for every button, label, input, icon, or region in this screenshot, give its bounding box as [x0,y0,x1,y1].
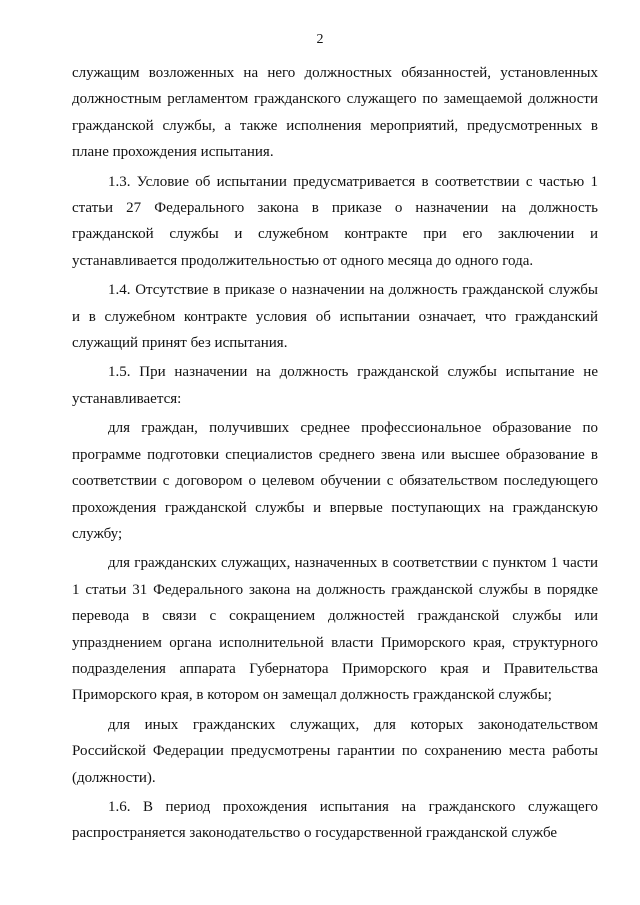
paragraph-1-6: 1.6. В период прохождения испытания на гражданского служащего распространяется законодательство о государственной гражданской службе [72,798,598,842]
paragraph-1-3: 1.3. Условие об испытании предусматривается в соответствии с частью 1 статьи 27 Федерального закона в приказе о назначении на должность гражданской службы и служебном контракте при его заключении и устанавливается продолжительностью от одного месяца до одного года. [72,173,598,269]
page-number: 2 [316,32,324,47]
paragraph-continuation: служащим возложенных на него должностных обязанностей, установленных должностным регламентом гражданского служащего по замещаемой должности гражданской службы, а также исполнения мероприятий, предусмотренных в плане прохождения испытания. [72,65,598,161]
list-item-other-servants: для иных гражданских служащих, для которых законодательством Российской Федерации предусмотрены гарантии по сохранению места работы (должности). [72,716,598,786]
list-item-citizens: для граждан, получивших среднее профессиональное образование по программе подготовки специалистов среднего звена или высшее образование в соответствии с договором о целевом обучении с обязательством последующего прохождения гражданской службы и впервые поступающих на гражданскую службу; [72,420,598,542]
list-item-transferred-servants: для гражданских служащих, назначенных в соответствии с пунктом 1 части 1 статьи 31 Федерального закона на должность гражданской службы в порядке перевода в связи с сокращением должностей гражданской службы или упразднением органа исполнительной власти Приморского края, структурного подразделения аппарата Губернатора Приморского края и Правительства Приморского края, в котором он замещал должность гражданской службы; [72,555,598,704]
paragraph-1-4: 1.4. Отсутствие в приказе о назначении на должность гражданской службы и в служебном контракте условия об испытании означает, что гражданский служащий принят без испытания. [72,282,598,352]
document-body [72,60,598,850]
paragraph-1-5: 1.5. При назначении на должность гражданской службы испытание не устанавливается: [72,364,598,407]
